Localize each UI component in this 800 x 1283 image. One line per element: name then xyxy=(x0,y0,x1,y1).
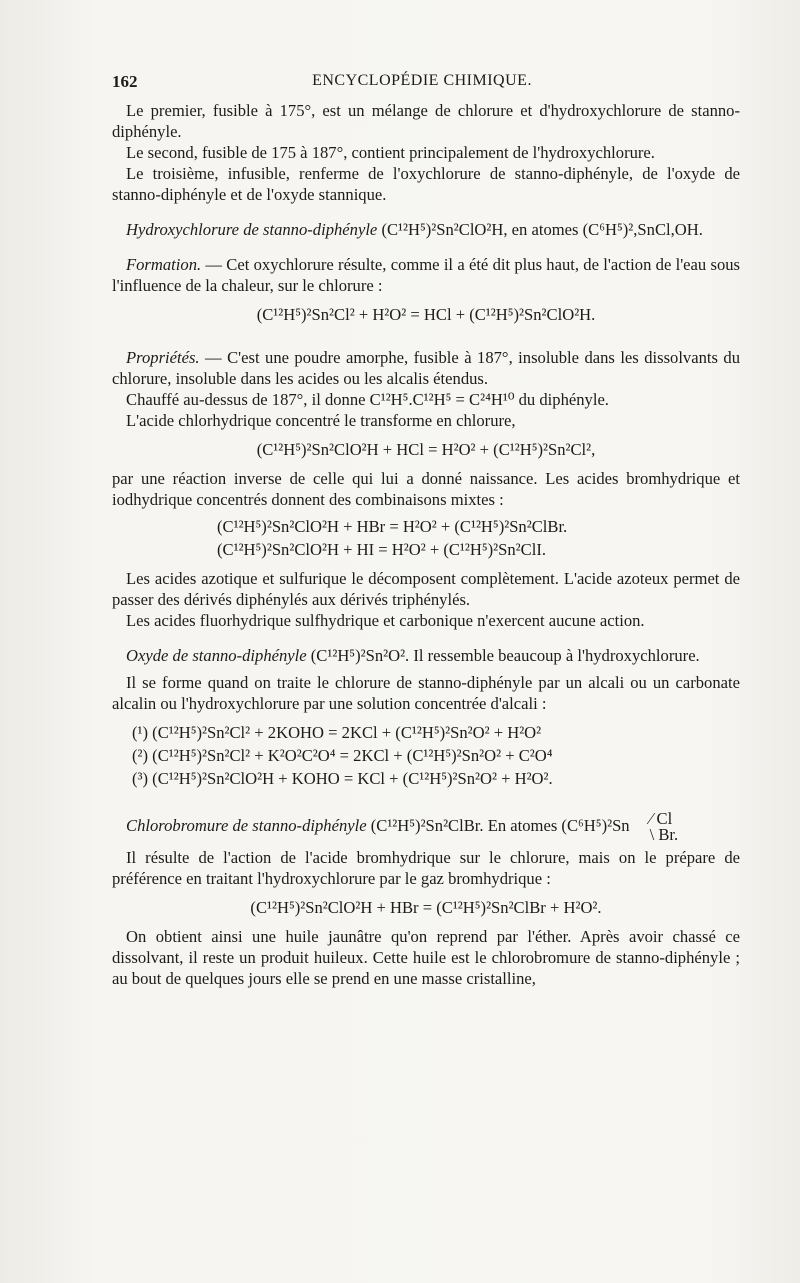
paragraph: par une réaction inverse de celle qui lui a donné naissance. Les acides bromhydrique et iodhydrique concentrés donnent des combinaisons mixtes : xyxy=(112,469,740,509)
paragraph-text: — Cet oxychlorure résulte, comme il a été dit plus haut, de l'action de l'eau sous l'influence de la chaleur, sur le chlorure : xyxy=(112,255,740,295)
paragraph-text: — C'est une poudre amorphe, fusible à 187°, insoluble dans les dissolvants du chlorure, insoluble dans les acides ou les alcalis étendus. xyxy=(112,348,740,388)
equation-1: (¹) (C¹²H⁵)²Sn²Cl² + 2KOHO = 2KCl + (C¹²H⁵)²Sn²O² + H²O² xyxy=(132,723,542,742)
equation-3: (³) (C¹²H⁵)²Sn²ClO²H + KOHO = KCl + (C¹²H⁵)²Sn²O² + H²O². xyxy=(132,769,553,788)
paragraph: Il résulte de l'action de l'acide bromhydrique sur le chlorure, mais on le prépare de préférence en traitant l'hydroxychlorure par le gaz bromhydrique : xyxy=(112,848,740,888)
subsection-label: Formation. xyxy=(126,255,202,274)
running-title: ENCYCLOPÉDIE CHIMIQUE. xyxy=(312,72,532,89)
section-title: Hydroxychlorure de stanno-diphényle xyxy=(126,220,378,239)
paragraph-proprietes xyxy=(112,347,740,389)
section-formula: (C¹²H⁵)²Sn²O². Il ressemble beaucoup à l'hydroxychlorure. xyxy=(306,646,700,665)
paragraph: Le premier, fusible à 175°, est un mélange de chlorure et d'hydroxychlorure de stanno-diphényle. xyxy=(112,101,740,141)
page-number: 162 xyxy=(112,72,138,91)
paragraph-formation xyxy=(112,254,740,296)
subsection-label: Propriétés. xyxy=(126,348,200,367)
equation-2: (²) (C¹²H⁵)²Sn²Cl² + K²O²C²O⁴ = 2KCl + (C¹²H⁵)²Sn²O² + C²O⁴ xyxy=(132,746,553,765)
section-formula: (C¹²H⁵)²Sn²ClBr. En atomes (C⁶H⁵)²Sn xyxy=(366,815,630,835)
equation: (C¹²H⁵)²Sn²ClO²H + HBr = H²O² + (C¹²H⁵)²Sn²ClBr. xyxy=(217,517,568,536)
section-heading-chlorobromure xyxy=(112,811,740,843)
section-title: Chlorobromure de stanno-diphényle xyxy=(126,815,367,835)
section-heading-hydroxychlorure xyxy=(112,219,740,240)
page-body xyxy=(112,100,740,989)
equation: (C¹²H⁵)²Sn²ClO²H + HI = H²O² + (C¹²H⁵)²Sn²ClI. xyxy=(217,540,546,559)
paragraph: Le second, fusible de 175 à 187°, contient principalement de l'hydroxychlorure. xyxy=(126,143,655,162)
equation: (C¹²H⁵)²Sn²ClO²H + HCl = H²O² + (C¹²H⁵)²Sn²Cl², xyxy=(256,440,596,459)
paragraph: Les acides fluorhydrique sulfhydrique et carbonique n'exercent aucune action. xyxy=(126,611,645,630)
paragraph: Les acides azotique et sulfurique le décomposent complètement. L'acide azoteux permet de passer des dérivés diphénylés aux dérivés triphénylés. xyxy=(112,569,740,609)
equation: (C¹²H⁵)²Sn²Cl² + H²O² = HCl + (C¹²H⁵)²Sn²ClO²H. xyxy=(256,305,596,324)
section-formula: (C¹²H⁵)²Sn²ClO²H, en atomes (C⁶H⁵)²,SnCl,OH. xyxy=(377,220,703,239)
page-header xyxy=(112,72,732,96)
equation: (C¹²H⁵)²Sn²ClO²H + HBr = (C¹²H⁵)²Sn²ClBr + H²O². xyxy=(250,898,602,917)
paragraph: L'acide chlorhydrique concentré le transforme en chlorure, xyxy=(126,411,516,430)
substituent-bracket: ⁄ Cl \ Br. xyxy=(649,809,679,844)
paragraph: On obtient ainsi une huile jaunâtre qu'on reprend par l'éther. Après avoir chassé ce dissolvant, il reste un produit huileux. Cette huile est le chlorobromure de stanno-diphényle ; au bout de quelques jours elle se prend en une masse cristalline, xyxy=(112,927,740,988)
section-title: Oxyde de stanno-diphényle xyxy=(126,646,307,665)
section-heading-oxyde xyxy=(112,645,740,666)
paragraph: Chauffé au-dessus de 187°, il donne C¹²H⁵.C¹²H⁵ = C²⁴H¹⁰ du diphényle. xyxy=(126,390,609,409)
paragraph: Il se forme quand on traite le chlorure de stanno-diphényle par un alcali ou un carbonate alcalin ou l'hydroxychlorure par une solution concentrée d'alcali : xyxy=(112,673,740,713)
paragraph: Le troisième, infusible, renferme de l'oxychlorure de stanno-diphényle, de l'oxyde de stanno-diphényle et de l'oxyde stannique. xyxy=(112,164,740,204)
